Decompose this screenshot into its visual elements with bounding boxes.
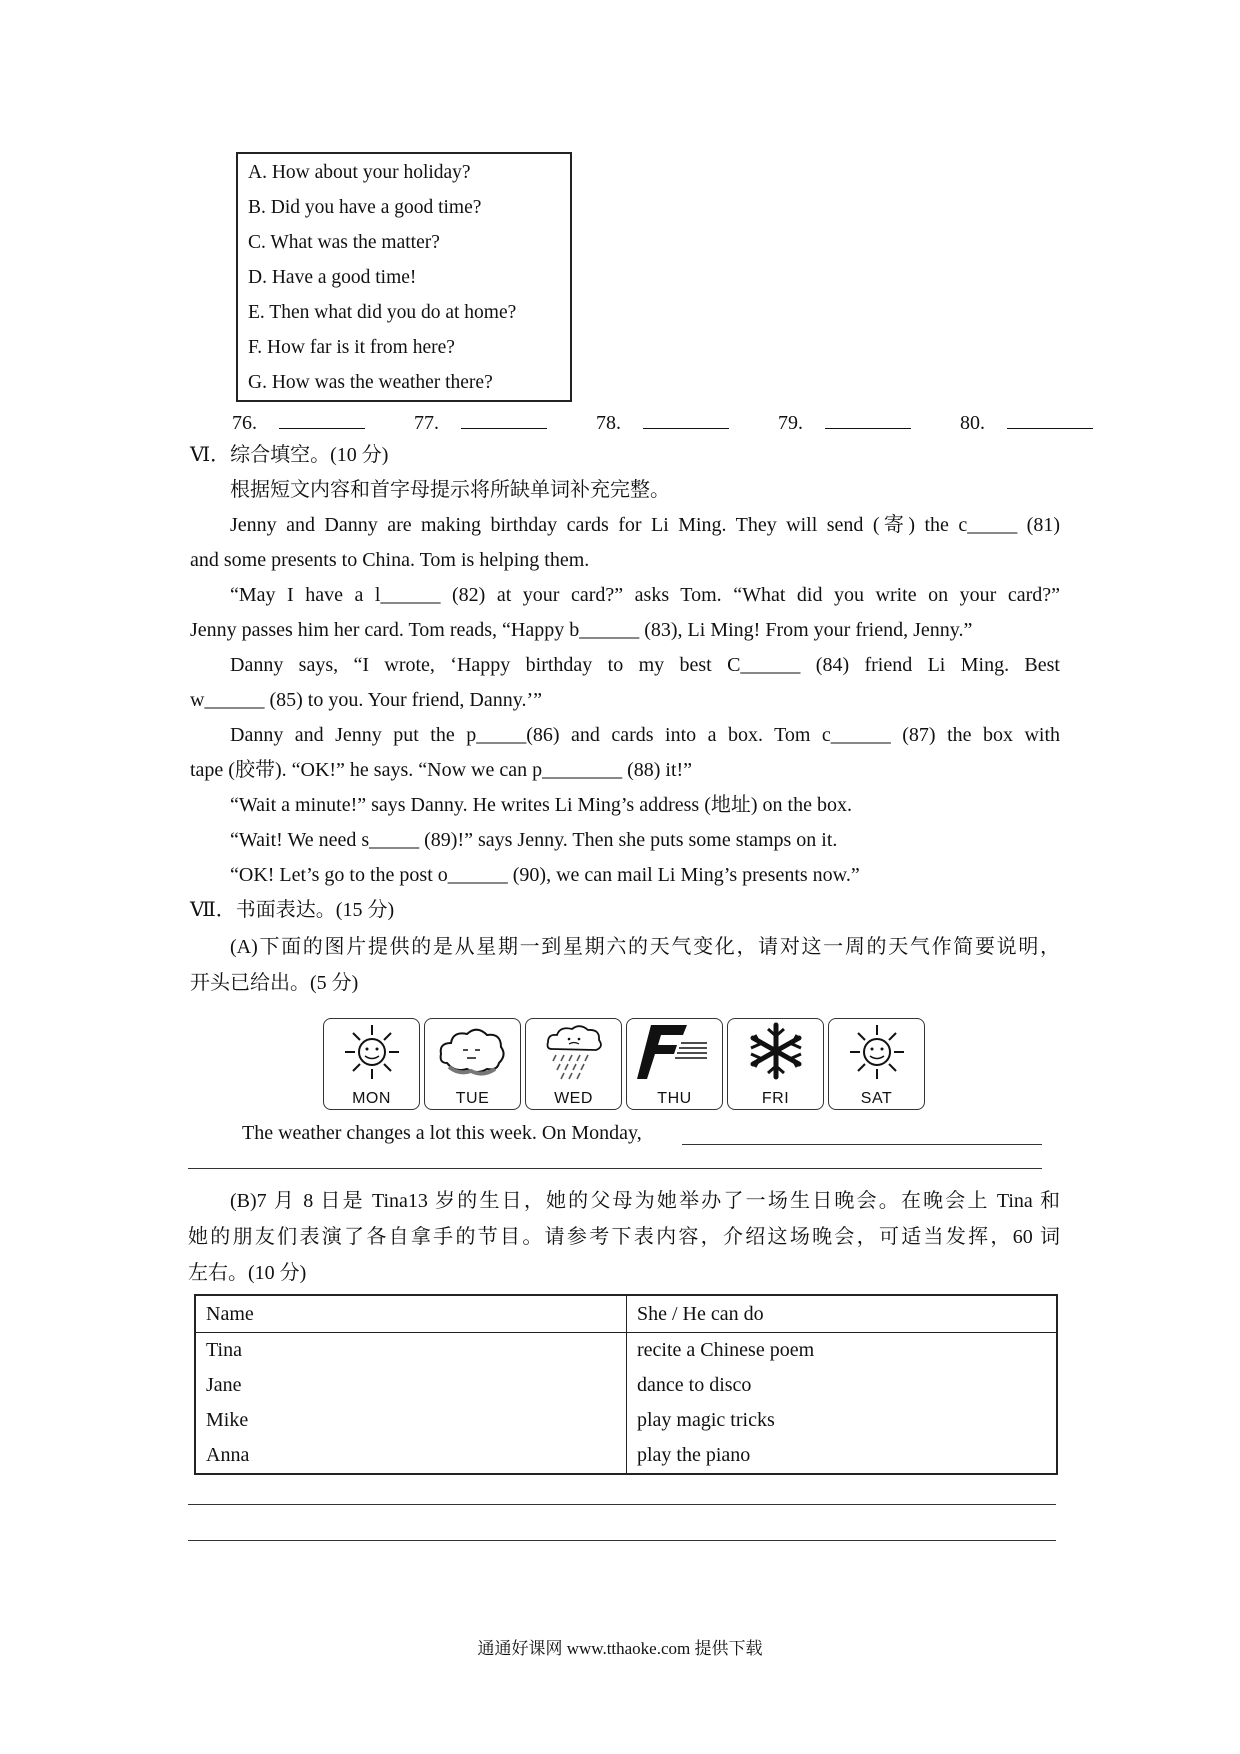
option-b: B. Did you have a good time? bbox=[248, 197, 482, 218]
writing-line[interactable] bbox=[188, 1540, 1056, 1541]
option-d: D. Have a good time! bbox=[248, 267, 417, 288]
section7-title: Ⅶ．书面表达。(15 分) bbox=[190, 899, 395, 921]
table-row bbox=[195, 1333, 1057, 1369]
partB-instruction-3: 左右。(10 分) bbox=[188, 1262, 307, 1284]
sun-icon bbox=[847, 1023, 907, 1081]
table-cell-name: Mike bbox=[195, 1403, 627, 1438]
table-cell-activity: play magic tricks bbox=[637, 1409, 775, 1431]
answer-79: 79. bbox=[778, 410, 933, 435]
answer-77: 77. bbox=[414, 410, 569, 435]
weather-day-label: TUE bbox=[455, 1090, 490, 1107]
options-box bbox=[236, 152, 572, 402]
table-header-name: Name bbox=[195, 1295, 627, 1333]
weather-day-label: WED bbox=[554, 1090, 593, 1107]
partA-instruction: (A)下面的图片提供的是从星期一到星期六的天气变化，请对这一周的天气作简要说明， bbox=[230, 936, 1060, 958]
option-e: E. Then what did you do at home? bbox=[248, 302, 517, 323]
table-header-activity: She / He can do bbox=[627, 1295, 1058, 1333]
weather-day-label: SAT bbox=[860, 1090, 893, 1107]
page-footer: 通通好课网 www.tthaoke.com 提供下载 bbox=[477, 1639, 763, 1658]
table-row bbox=[195, 1403, 1057, 1438]
writing-line[interactable] bbox=[682, 1144, 1042, 1145]
weather-day-label: MON bbox=[352, 1090, 391, 1107]
partA-instruction-2: 开头已给出。(5 分) bbox=[190, 972, 359, 994]
option-c: C. What was the matter? bbox=[248, 232, 440, 253]
snowflake-icon bbox=[745, 1021, 807, 1081]
partB-instruction-2: 她的朋友们表演了各自拿手的节目。请参考下表内容，介绍这场晚会，可适当发挥，60 词 bbox=[188, 1226, 1060, 1248]
passage-line: “May I have a l______ (82) at your card?” asks Tom. “What did you write on your card?” bbox=[230, 584, 1060, 606]
option-g: G. How was the weather there? bbox=[248, 372, 493, 393]
passage-line: “OK! Let’s go to the post o______ (90), we can mail Li Ming’s presents now.” bbox=[230, 864, 860, 886]
section6-title: Ⅵ．综合填空。(10 分) bbox=[190, 444, 389, 466]
passage-line: Danny says, “I wrote, ‘Happy birthday to my best C______ (84) friend Li Ming. Best bbox=[230, 654, 1060, 676]
passage-line: w______ (85) to you. Your friend, Danny.’” bbox=[190, 689, 542, 711]
weather-card-tue bbox=[424, 1018, 521, 1110]
answer-78: 78. bbox=[596, 410, 751, 435]
answer-80: 80. bbox=[960, 410, 1115, 435]
table-cell-name: Anna bbox=[195, 1438, 627, 1474]
weather-card-wed bbox=[525, 1018, 622, 1110]
option-f: F. How far is it from here? bbox=[248, 337, 455, 358]
passage-line: Jenny and Danny are making birthday cards for Li Ming. They will send (寄) the c_____ (81) bbox=[230, 514, 1060, 536]
answer-78-field[interactable] bbox=[643, 410, 729, 429]
answer-blanks bbox=[232, 410, 1137, 435]
partA-starter: The weather changes a lot this week. On Monday, bbox=[242, 1122, 642, 1144]
answer-76-field[interactable] bbox=[279, 410, 365, 429]
table-row bbox=[195, 1368, 1057, 1403]
table-cell-name: Tina bbox=[195, 1333, 627, 1369]
weather-card-thu bbox=[626, 1018, 723, 1110]
writing-line[interactable] bbox=[188, 1168, 1042, 1169]
wind-icon bbox=[637, 1021, 709, 1081]
passage-line: “Wait! We need s_____ (89)!” says Jenny. Then she puts some stamps on it. bbox=[230, 829, 838, 851]
rain-icon bbox=[542, 1023, 606, 1081]
party-table bbox=[194, 1294, 1058, 1475]
cloud-icon bbox=[437, 1023, 507, 1081]
table-cell-name: Jane bbox=[195, 1368, 627, 1403]
passage-line: tape (胶带). “OK!” he says. “Now we can p________ (88) it!” bbox=[190, 759, 693, 781]
answer-79-field[interactable] bbox=[825, 410, 911, 429]
answer-80-field[interactable] bbox=[1007, 410, 1093, 429]
writing-line[interactable] bbox=[188, 1504, 1056, 1505]
sun-icon bbox=[342, 1023, 402, 1081]
weather-card-sat bbox=[828, 1018, 925, 1110]
weather-day-label: FRI bbox=[761, 1090, 790, 1107]
weather-card-mon bbox=[323, 1018, 420, 1110]
weather-card-fri bbox=[727, 1018, 824, 1110]
table-cell-activity: recite a Chinese poem bbox=[637, 1339, 815, 1361]
partB-instruction: (B)7 月 8 日是 Tina13 岁的生日，她的父母为她举办了一场生日晚会。在晚会上 Tina 和 bbox=[230, 1190, 1060, 1212]
passage-line: Danny and Jenny put the p_____(86) and cards into a box. Tom c______ (87) the box with bbox=[230, 724, 1060, 746]
table-header-row bbox=[195, 1295, 1057, 1333]
weather-row bbox=[323, 1018, 929, 1114]
weather-day-label: THU bbox=[657, 1090, 692, 1107]
section6-instruction: 根据短文内容和首字母提示将所缺单词补充完整。 bbox=[230, 479, 670, 501]
answer-77-field[interactable] bbox=[461, 410, 547, 429]
passage-line: and some presents to China. Tom is helping them. bbox=[190, 549, 590, 571]
table-cell-activity: dance to disco bbox=[637, 1374, 752, 1396]
table-cell-activity: play the piano bbox=[637, 1444, 751, 1466]
answer-76: 76. bbox=[232, 410, 387, 435]
option-a: A. How about your holiday? bbox=[248, 162, 471, 183]
passage-line: Jenny passes him her card. Tom reads, “Happy b______ (83), Li Ming! From your friend, Jenny.” bbox=[190, 619, 973, 641]
table-row bbox=[195, 1438, 1057, 1474]
passage-line: “Wait a minute!” says Danny. He writes Li Ming’s address (地址) on the box. bbox=[230, 794, 852, 816]
